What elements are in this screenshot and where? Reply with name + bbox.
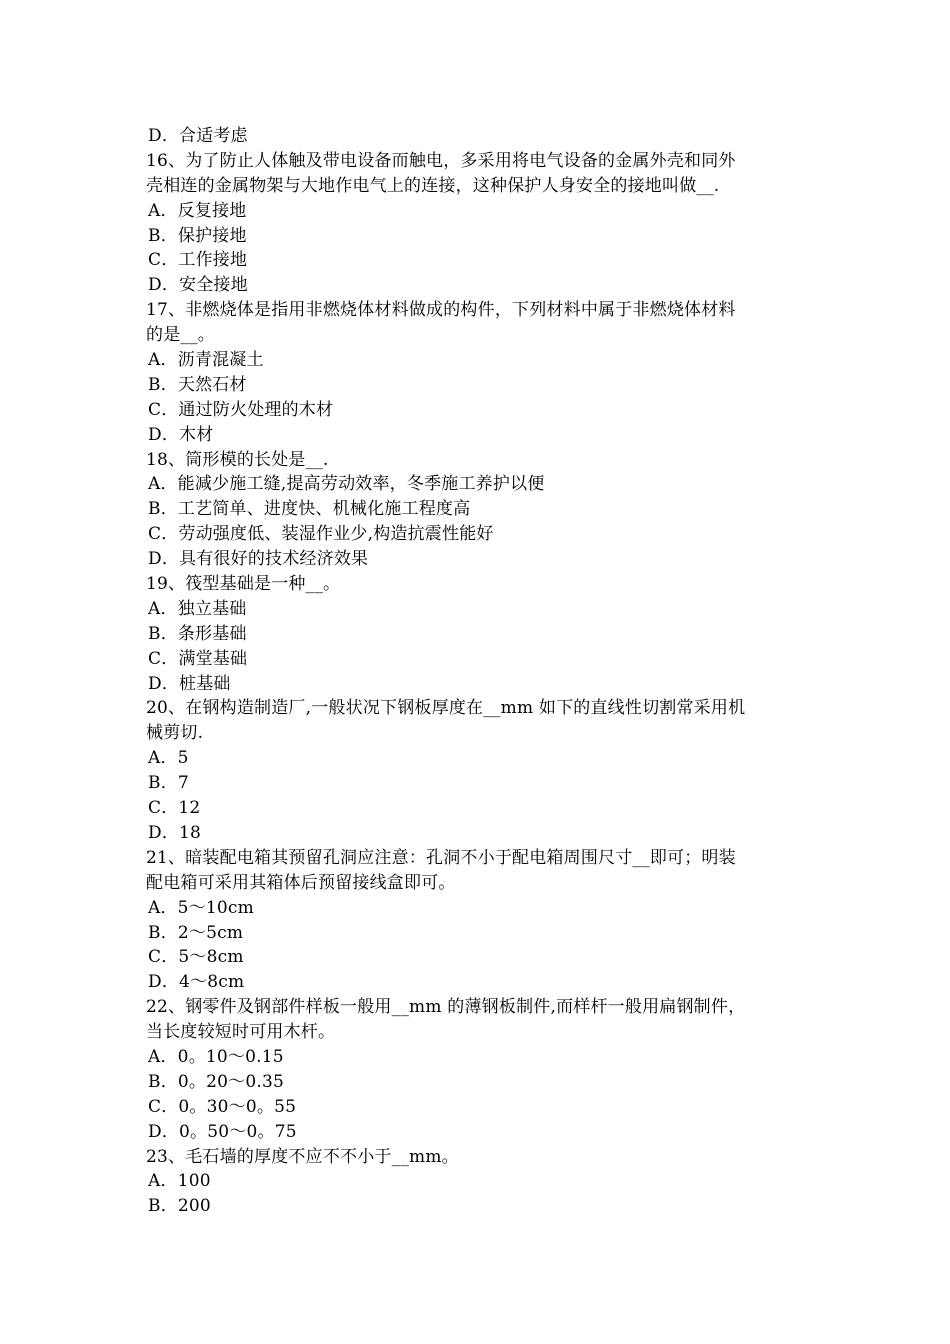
option-line: C．12 bbox=[148, 798, 201, 819]
question-line: 23、毛石墙的厚度不应不不小于__mm。 bbox=[146, 1146, 459, 1167]
option-line: C．劳动强度低、装湿作业少,构造抗震性能好 bbox=[148, 524, 494, 545]
option-line: C．5～8cm bbox=[148, 947, 244, 968]
option-line: A．独立基础 bbox=[148, 598, 247, 619]
option-line: A．沥青混凝土 bbox=[148, 350, 264, 371]
document-page bbox=[146, 124, 812, 1219]
option-line: D．木材 bbox=[148, 424, 214, 445]
option-line: C．通过防火处理的木材 bbox=[148, 399, 334, 420]
question-line: 17、非燃烧体是指用非燃烧体材料做成的构件，下列材料中属于非燃烧体材料 bbox=[146, 300, 736, 321]
option-line: A．能减少施工缝,提高劳动效率，冬季施工养护以便 bbox=[148, 474, 545, 495]
question-line: 配电箱可采用其箱体后预留接线盒即可。 bbox=[146, 872, 456, 893]
option-line: B．0。20～0.35 bbox=[148, 1071, 284, 1092]
question-line: 19、筏型基础是一种__。 bbox=[146, 574, 341, 595]
option-line: D．合适考虑 bbox=[148, 126, 248, 146]
question-line: 20、在钢构造制造厂,一般状况下钢板厚度在__mm 如下的直线性切割常采用机 bbox=[146, 698, 746, 719]
option-line: B．保护接地 bbox=[148, 225, 247, 246]
option-line: A．反复接地 bbox=[148, 200, 247, 221]
option-line: B．条形基础 bbox=[148, 623, 247, 644]
question-line: 21、暗装配电箱其预留孔洞应注意：孔洞不小于配电箱周围尺寸__即可；明装 bbox=[146, 847, 736, 868]
option-line: C．工作接地 bbox=[148, 250, 248, 271]
question-line: 械剪切. bbox=[146, 723, 204, 744]
option-line: A．5 bbox=[148, 748, 189, 769]
question-line: 22、钢零件及钢部件样板一般用__mm 的薄钢板制件,而样杆一般用扁钢制件， bbox=[146, 997, 746, 1018]
option-line: B．200 bbox=[148, 1196, 211, 1217]
option-line: B．工艺简单、进度快、机械化施工程度高 bbox=[148, 499, 471, 520]
question-line: 的是__。 bbox=[146, 325, 215, 346]
option-line: B．2～5cm bbox=[148, 922, 244, 943]
option-line: D．桩基础 bbox=[148, 673, 231, 694]
option-line: A．0。10～0.15 bbox=[148, 1046, 284, 1067]
question-line: 壳相连的金属物架与大地作电气上的连接，这种保护人身安全的接地叫做__. bbox=[146, 175, 720, 196]
option-line: A．100 bbox=[148, 1171, 211, 1192]
option-line: C．满堂基础 bbox=[148, 648, 248, 669]
option-line: D．18 bbox=[148, 822, 202, 843]
option-line: D．具有很好的技术经济效果 bbox=[148, 549, 369, 570]
option-line: B．天然石材 bbox=[148, 374, 247, 395]
option-line: D．0。50～0。75 bbox=[148, 1121, 297, 1142]
question-line: 当长度较短时可用木杆。 bbox=[146, 1022, 336, 1043]
option-line: C．0。30～0。55 bbox=[148, 1096, 297, 1117]
option-line: B．7 bbox=[148, 773, 189, 794]
option-line: D．安全接地 bbox=[148, 275, 248, 296]
question-line: 16、为了防止人体触及带电设备而触电，多采用将电气设备的金属外壳和同外 bbox=[146, 150, 736, 171]
option-line: D．4～8cm bbox=[148, 972, 245, 993]
option-line: A．5～10cm bbox=[148, 897, 254, 918]
question-line: 18、筒形模的长处是__. bbox=[146, 449, 329, 470]
